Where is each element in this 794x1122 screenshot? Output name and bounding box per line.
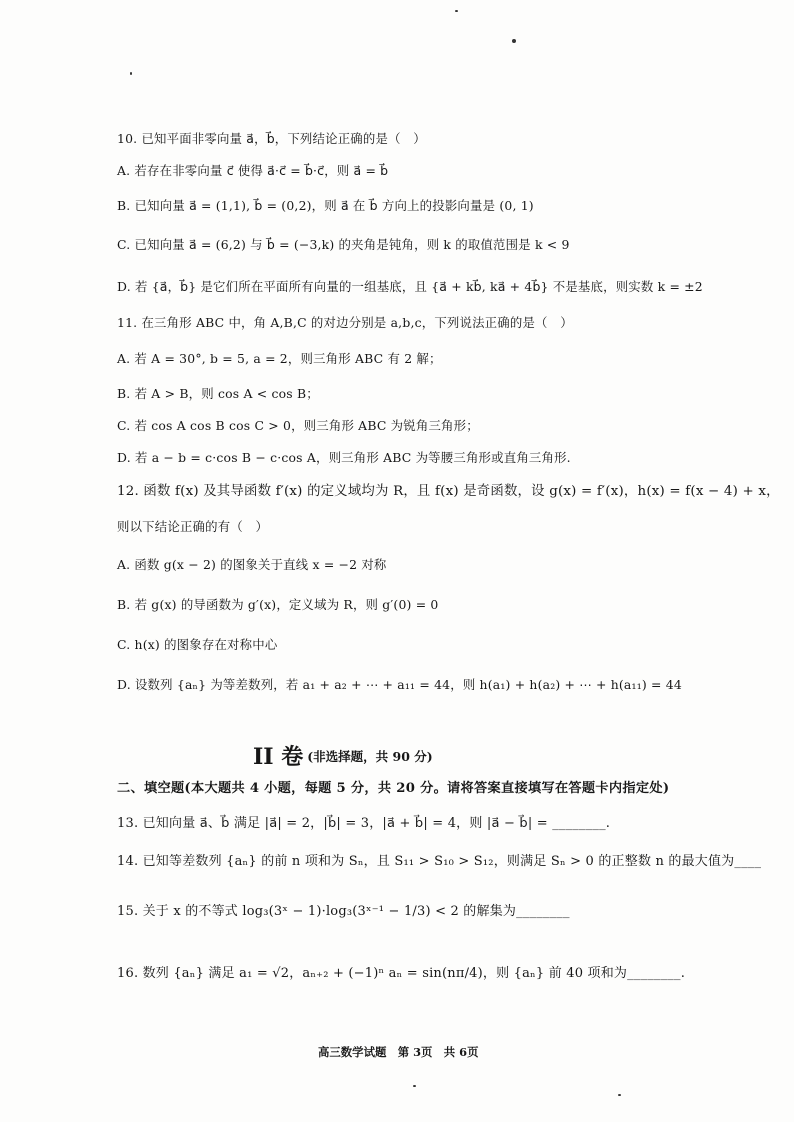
q10-option-b: B. 已知向量 a⃗ = (1,1), b⃗ = (0,2)，则 a⃗ 在 b⃗ 方向上的投影向量是 (0, 1) <box>117 198 534 213</box>
q12-option-d: D. 设数列 {aₙ} 为等差数列，若 a₁ + a₂ + ⋯ + a₁₁ = 44，则 h(a₁) + h(a₂) + ⋯ + h(a₁₁) = 44 <box>117 677 682 692</box>
q14: 14. 已知等差数列 {aₙ} 的前 n 项和为 Sₙ，且 S₁₁ > S₁₀ > S₁₂，则满足 Sₙ > 0 的正整数 n 的最大值为____ <box>117 854 762 869</box>
q15: 15. 关于 x 的不等式 log₃(3ˣ − 1)·log₃(3ˣ⁻¹ − 1/3) < 2 的解集为________ <box>117 904 570 919</box>
q16: 16. 数列 {aₙ} 满足 a₁ = √2，aₙ₊₂ + (−1)ⁿ aₙ = sin(nπ/4)，则 {aₙ} 前 40 项和为________. <box>117 966 686 981</box>
scan-speck <box>618 1094 621 1096</box>
q10-option-c: C. 已知向量 a⃗ = (6,2) 与 b⃗ = (−3,k) 的夹角是钝角，则 k 的取值范围是 k < 9 <box>117 237 570 252</box>
q11-option-d: D. 若 a − b = c·cos B − c·cos A，则三角形 ABC 为等腰三角形或直角三角形. <box>117 450 571 465</box>
q10-option-a: A. 若存在非零向量 c⃗ 使得 a⃗·c⃗ = b⃗·c⃗，则 a⃗ = b⃗ <box>117 163 389 178</box>
fill-blank-section-heading: 二、填空题(本大题共 4 小题，每题 5 分，共 20 分。请将答案直接填写在答题卡内指定处) <box>117 781 670 796</box>
scan-speck <box>455 10 458 12</box>
scan-speck <box>130 72 132 75</box>
q12-stem-continued: 则以下结论正确的有（ ） <box>117 519 269 534</box>
q10-option-d: D. 若 {a⃗，b⃗} 是它们所在平面所有向量的一组基底，且 {a⃗ + kb⃗, ka⃗ + 4b⃗} 不是基底，则实数 k = ±2 <box>117 279 703 294</box>
q12-option-b: B. 若 g(x) 的导函数为 g′(x)，定义域为 R，则 g′(0) = 0 <box>117 597 439 612</box>
page-footer: 高三数学试题 第 3页 共 6页 <box>318 1045 479 1059</box>
part-two-subtitle: (非选择题，共 90 分) <box>307 749 433 764</box>
q12-stem: 12. 函数 f(x) 及其导函数 f′(x) 的定义域均为 R，且 f(x) 是奇函数，设 g(x) = f′(x)，h(x) = f(x − 4) + x， <box>117 484 780 499</box>
q11-stem: 11. 在三角形 ABC 中，角 A,B,C 的对边分别是 a,b,c，下列说法正确的是（ ） <box>117 315 573 330</box>
q12-option-c: C. h(x) 的图象存在对称中心 <box>117 637 278 652</box>
q11-option-a: A. 若 A = 30°, b = 5, a = 2，则三角形 ABC 有 2 解； <box>117 351 442 366</box>
part-two-label: II 卷 <box>253 744 304 770</box>
q13: 13. 已知向量 a⃗、b⃗ 满足 |a⃗| = 2，|b⃗| = 3，|a⃗ + b⃗| = 4，则 |a⃗ − b⃗| = ________. <box>117 816 611 831</box>
part-two-title <box>253 740 433 771</box>
scan-speck <box>512 39 516 43</box>
q12-option-a: A. 函数 g(x − 2) 的图象关于直线 x = −2 对称 <box>117 557 387 572</box>
q11-option-c: C. 若 cos A cos B cos C > 0，则三角形 ABC 为锐角三角形； <box>117 418 479 433</box>
q10-stem: 10. 已知平面非零向量 a⃗，b⃗，下列结论正确的是（ ） <box>117 131 426 146</box>
q11-option-b: B. 若 A > B，则 cos A < cos B； <box>117 386 319 401</box>
scan-speck <box>413 1085 416 1087</box>
